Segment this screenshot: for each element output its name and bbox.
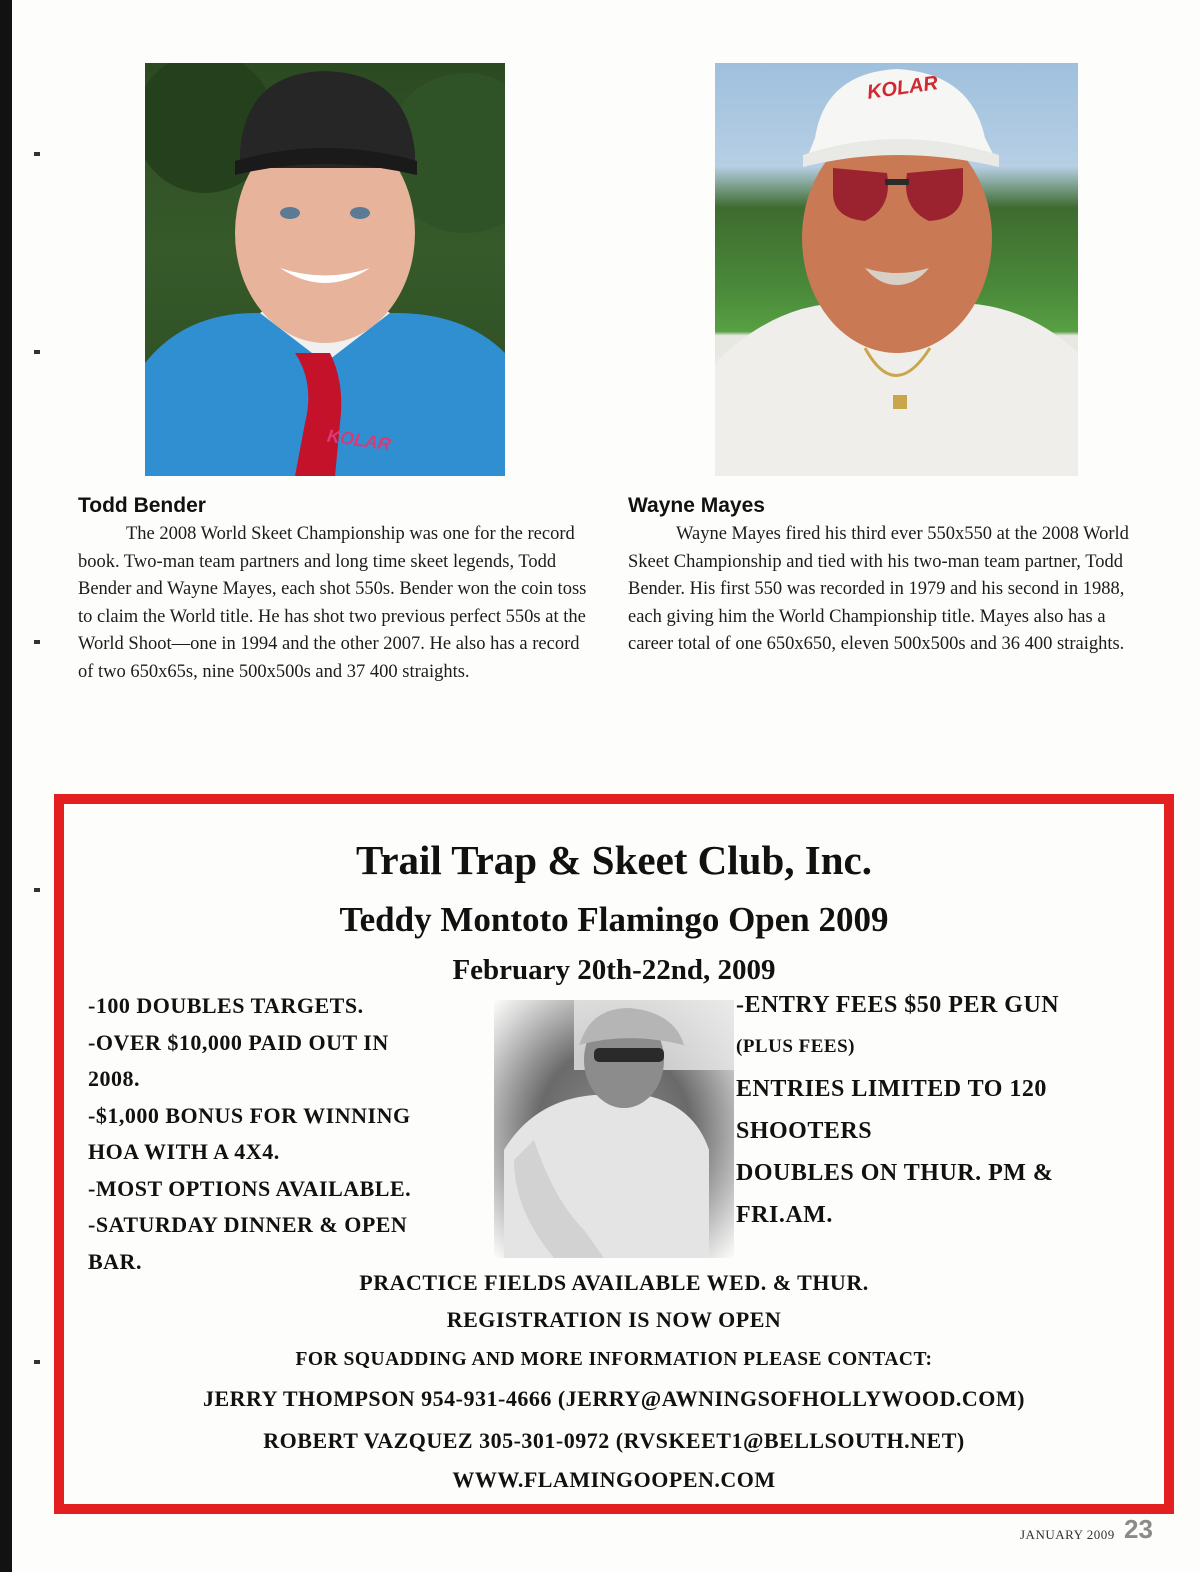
contact-jerry-thompson: JERRY THOMPSON 954-931-4666 (JERRY@AWNINGSOFHOLLYWOOD.COM) bbox=[202, 1386, 1026, 1411]
ad-dates: February 20th-22nd, 2009 bbox=[452, 954, 776, 986]
shooter-photo bbox=[494, 1000, 734, 1258]
contact-robert-vazquez: ROBERT VAZQUEZ 305-301-0972 (RVSKEET1@BELLSOUTH.NET) bbox=[263, 1428, 965, 1453]
registration-notice: REGISTRATION IS NOW OPEN bbox=[446, 1307, 782, 1332]
list-item: SHOOTERS bbox=[736, 1118, 873, 1144]
ad-subtitle: Teddy Montoto Flamingo Open 2009 bbox=[339, 900, 889, 939]
list-item: -ENTRY FEES $50 PER GUN bbox=[736, 992, 1060, 1018]
bio-heading: Todd Bender bbox=[78, 494, 206, 517]
list-item: ENTRIES LIMITED TO 120 bbox=[736, 1076, 1047, 1102]
practice-fields-notice: PRACTICE FIELDS AVAILABLE WED. & THUR. bbox=[359, 1270, 869, 1295]
margin-mark bbox=[34, 350, 40, 354]
wayne-mayes-photo bbox=[715, 63, 1078, 476]
kolar-logo-text: KOLAR bbox=[865, 72, 940, 104]
margin-mark bbox=[34, 640, 40, 644]
page-spine-edge bbox=[0, 0, 12, 1572]
contact-intro: FOR SQUADDING AND MORE INFORMATION PLEASE CONTACT: bbox=[295, 1349, 933, 1370]
list-item: -100 DOUBLES TARGETS. bbox=[88, 993, 364, 1018]
list-item: DOUBLES ON THUR. PM & bbox=[736, 1160, 1054, 1186]
margin-mark bbox=[34, 152, 40, 156]
ad-title: Trail Trap & Skeet Club, Inc. bbox=[356, 837, 872, 883]
margin-mark bbox=[34, 1360, 40, 1364]
ad-entry-details bbox=[736, 984, 1156, 1236]
margin-mark bbox=[34, 888, 40, 892]
list-item: -OVER $10,000 PAID OUT IN bbox=[88, 1029, 389, 1055]
kolar-logo-text: KOLAR bbox=[325, 425, 393, 455]
list-item: HOA WITH A 4X4. bbox=[88, 1139, 280, 1164]
page-number: 23 bbox=[1124, 1514, 1153, 1544]
issue-date: JANUARY 2009 bbox=[1020, 1527, 1115, 1542]
list-item: 2008. bbox=[88, 1066, 140, 1091]
list-item: -SATURDAY DINNER & OPEN bbox=[88, 1212, 408, 1237]
bio-paragraph: Wayne Mayes fired his third ever 550x550 at the 2008 World Skeet Championship and tied with his two-man team partner, Todd Bender. His first 550 was recorded in 1979 and his second in 1988, each giving him the World Championship title. Mayes also has a career total of one 650x650, eleven 500x500s and 36 400 straights. bbox=[628, 524, 1129, 654]
list-item: (PLUS FEES) bbox=[736, 1036, 855, 1057]
bio-paragraph: The 2008 World Skeet Championship was one for the record book. Two-man team partners and long time skeet legends, Todd Bender and Wayne Mayes, each shot 550s. Bender won the coin toss to claim the World title. He has shot two previous perfect 550s at the World Shoot—one in 1994 and the other 2007. He also has a record of two 650x65s, nine 500x500s and 37 400 straights. bbox=[78, 524, 587, 682]
todd-bender-photo bbox=[145, 63, 505, 476]
bio-heading: Wayne Mayes bbox=[628, 494, 765, 517]
ad-features-list bbox=[88, 988, 488, 1280]
list-item: FRI.AM. bbox=[736, 1202, 833, 1228]
website-link[interactable]: WWW.FLAMINGOOPEN.COM bbox=[452, 1467, 776, 1492]
list-item: BAR. bbox=[88, 1248, 142, 1274]
flamingo-open-advertisement bbox=[54, 794, 1174, 1514]
list-item: -$1,000 BONUS FOR WINNING bbox=[88, 1102, 411, 1128]
list-item: -MOST OPTIONS AVAILABLE. bbox=[88, 1175, 412, 1201]
